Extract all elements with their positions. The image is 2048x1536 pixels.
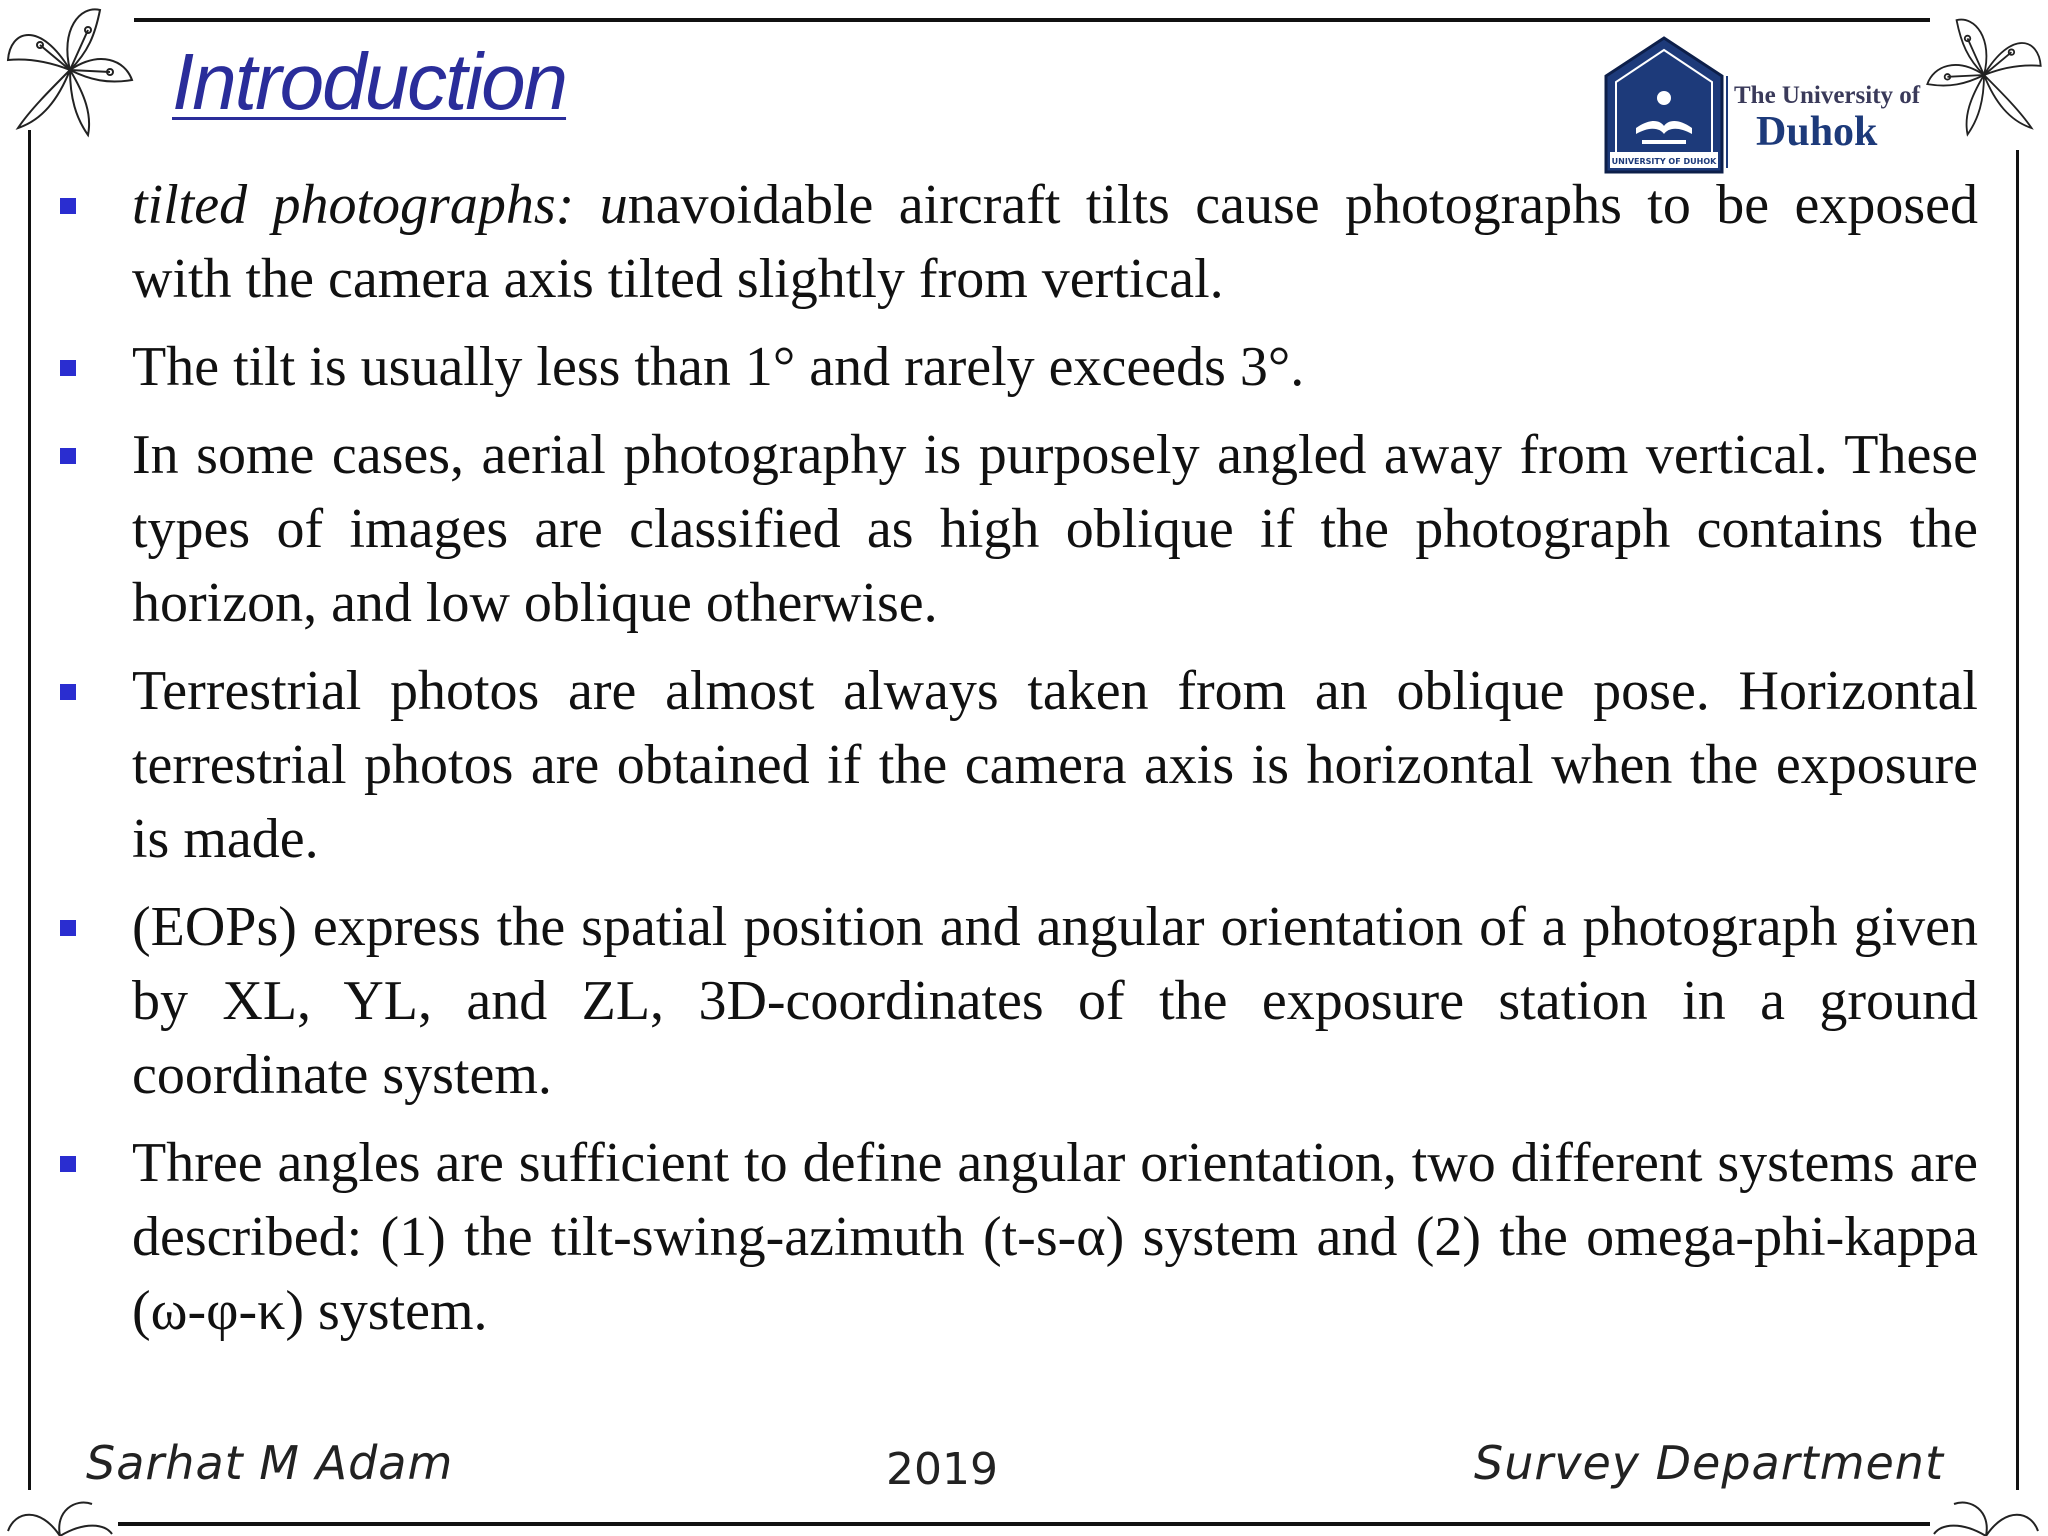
square-bullet-icon: [60, 1156, 76, 1172]
bullet-text: tilted photographs: unavoidable aircraft tilts cause photographs to be exposed with the camera axis tilted slightly from vertical.: [132, 174, 1978, 310]
square-bullet-icon: [60, 920, 76, 936]
logo-line-2: Duhok: [1756, 109, 1878, 155]
bullet-text: The tilt is usually less than 1° and rarely exceeds 3°.: [132, 336, 1305, 398]
list-item: [54, 330, 1978, 404]
logo-text: [1734, 82, 1944, 156]
frame-left-line: [28, 130, 31, 1490]
bullet-text: Terrestrial photos are almost always taken from an oblique pose. Horizontal terrestrial photos are obtained if the camera axis is horizontal when the exposure is made.: [132, 660, 1978, 870]
logo-divider: [1726, 76, 1728, 168]
university-shield-icon: [1602, 36, 1726, 176]
bullet-lead: tilted photographs: u: [132, 174, 628, 236]
lily-flower-icon: [1926, 1496, 2046, 1536]
footer-author: Sarhat M Adam: [86, 1436, 454, 1490]
list-item: [54, 890, 1978, 1112]
lily-flower-icon: [0, 0, 140, 140]
bullet-list: [54, 168, 1978, 1362]
bullet-text: Three angles are sufficient to define angular orientation, two different systems are described: (1) the tilt-swing-azimuth (t-s-α) system and (2) the omega-phi-kappa (ω-φ-κ) system.: [132, 1132, 1978, 1342]
lily-flower-icon: [0, 1496, 120, 1536]
bullet-text: In some cases, aerial photography is purposely angled away from vertical. These types of images are classified as high oblique if the photograph contains the horizon, and low oblique otherwise.: [132, 424, 1978, 634]
logo-line-1: The University of: [1734, 82, 1921, 109]
list-item: [54, 418, 1978, 640]
frame-top-line: [134, 18, 1930, 22]
svg-text:UNIVERSITY OF DUHOK: UNIVERSITY OF DUHOK: [1611, 157, 1717, 166]
square-bullet-icon: [60, 360, 76, 376]
frame-right-line: [2016, 150, 2019, 1490]
footer-year: 2019: [886, 1444, 998, 1495]
university-logo: [1602, 36, 1942, 176]
square-bullet-icon: [60, 198, 76, 214]
page-title: Introduction: [172, 37, 567, 126]
bullet-text: (EOPs) express the spatial position and angular orientation of a photograph given by XL, YL, and ZL, 3D-coordinates of the exposure station in a ground coordinate system.: [132, 896, 1978, 1106]
list-item: [54, 654, 1978, 876]
list-item: [54, 1126, 1978, 1348]
frame-bottom-line: [118, 1522, 1930, 1526]
list-item: [54, 168, 1978, 316]
square-bullet-icon: [60, 684, 76, 700]
footer-department: Survey Department: [1474, 1436, 1944, 1490]
square-bullet-icon: [60, 448, 76, 464]
